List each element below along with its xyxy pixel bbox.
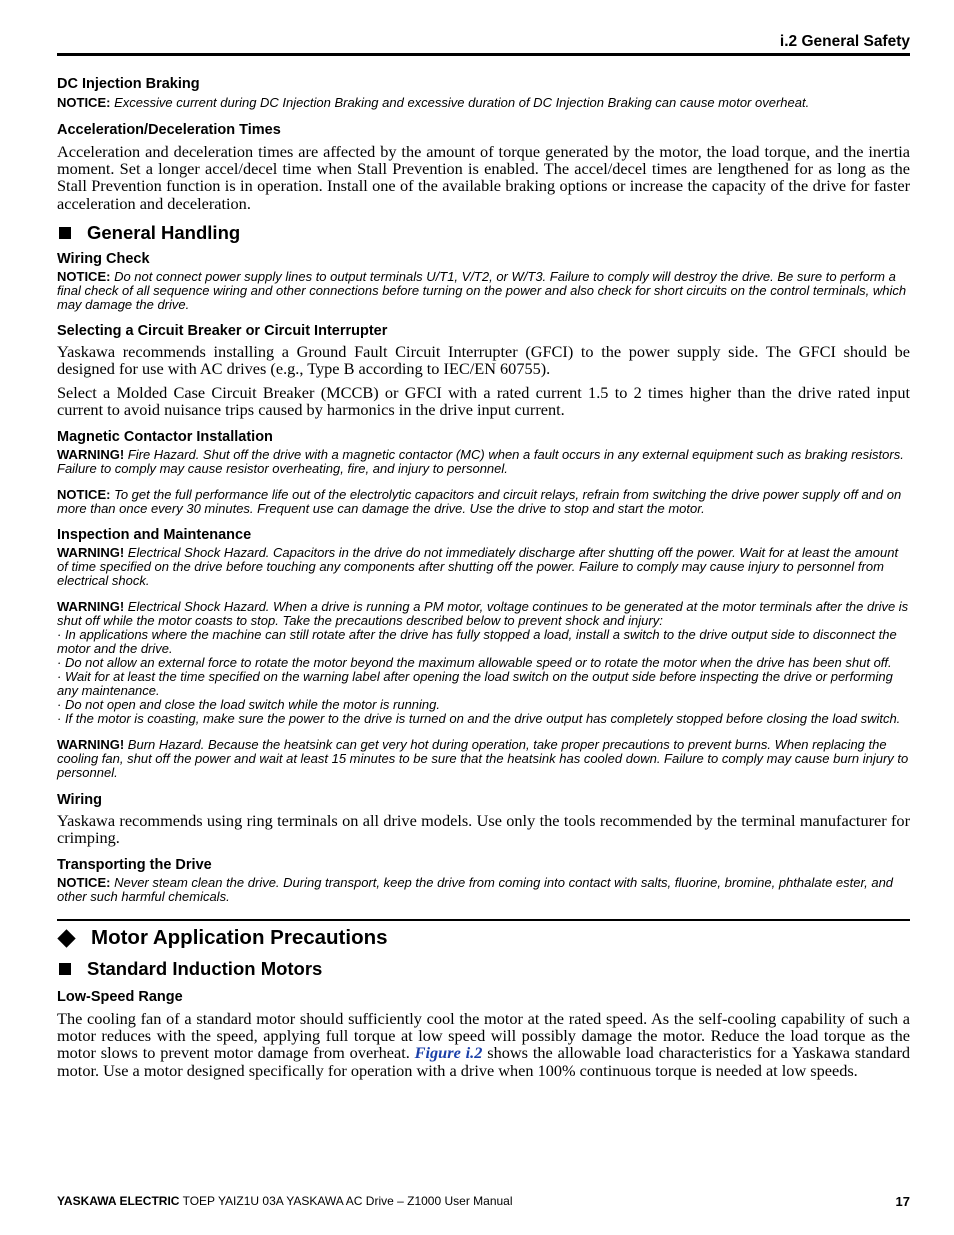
inspection-title: Inspection and Maintenance — [57, 526, 252, 543]
accel-decel-body: Acceleration and deceleration times are affected by the amount of torque generated by the motor, the load torque, and the inertia moment. Set a longer accel/decel time when Stall Prevention is enabled. The accel/decel times are lengthened for as long as the Stall Prevention function is in operation. Install one of the available braking options or increase the capacity of the drive for faster acceleration and deceleration. — [57, 142, 910, 213]
pm-bullet: · Do not allow an external force to rotate the motor beyond the maximum allowable speed or to rotate the motor when the drive has been shut off. — [57, 654, 892, 670]
page-footer — [57, 1194, 910, 1209]
diamond-bullet-icon — [57, 929, 75, 947]
inspection-warning-1 — [57, 546, 910, 588]
notice-text: Never steam clean the drive. During transport, keep the drive from coming into contact with salts, fluorine, bromine, phthalate ester, and other such harmful chemicals. — [57, 875, 894, 905]
page-content — [57, 76, 910, 1079]
notice-text: To get the full performance life out of the electrolytic capacitors and circuit relays, refrain from switching the drive power supply off and on more than once every 30 minutes. Frequent use can damage the drive. Use the drive to stop and start the motor. — [57, 486, 902, 516]
breaker-p2: Select a Molded Case Circuit Breaker (MCCB) or GFCI with a rated current 1.5 to 2 times higher than the drive rated input current to avoid nuisance trips caused by harmonics in the drive input current. — [57, 383, 910, 420]
general-handling-title: General Handling — [87, 221, 241, 243]
warning-label: WARNING! — [57, 598, 125, 614]
section-rule — [57, 919, 910, 921]
inspection-warning-2 — [57, 600, 910, 628]
footer-doc: YASKAWA ELECTRIC TOEP YAIZ1U 03A YASKAWA AC Drive – Z1000 User Manual — [57, 1194, 513, 1208]
warning-label: WARNING! — [57, 446, 125, 462]
contactor-warning — [57, 448, 910, 476]
wiring-check-title: Wiring Check — [57, 250, 150, 267]
notice-text: Excessive current during DC Injection Braking and excessive duration of DC Injection Braking can cause motor overheat. — [114, 95, 810, 110]
contactor-notice — [57, 488, 910, 516]
inspection-warning-3 — [57, 738, 910, 780]
dc-injection-title: DC Injection Braking — [57, 76, 200, 92]
warning-text: Burn Hazard. Because the heatsink can get very hot during operation, take proper precautions to prevent burns. When replacing the cooling fan, shut off the power and wait at least 15 minutes to be sure that the heatsink has cooled down. Failure to comply may cause burn injury to personnel. — [57, 736, 909, 780]
pm-bullet: · If the motor is coasting, make sure the power to the drive is turned on and the drive output has completely stopped before closing the load switch. — [57, 710, 901, 726]
transport-title: Transporting the Drive — [57, 857, 212, 874]
general-handling-heading — [57, 222, 910, 244]
wiring-check-notice — [57, 270, 910, 312]
square-bullet-icon — [59, 227, 71, 239]
square-bullet-icon — [59, 963, 71, 975]
notice-label: NOTICE: — [57, 875, 111, 891]
warning-text: Electrical Shock Hazard. Capacitors in the drive do not immediately discharge after shutting off the power. Wait for at least the amount of time specified on the drive before touching any components after shutting off the power. Failure to comply may cause injury to personnel from electrical shock. — [57, 544, 899, 588]
low-speed-title: Low-Speed Range — [57, 989, 183, 1006]
pm-bullet: · Wait for at least the time specified on the warning label after opening the load switch on the output side before inspecting the drive or performing any maintenance. — [57, 668, 893, 698]
warning-label: WARNING! — [57, 736, 125, 752]
warning-text: Electrical Shock Hazard. When a drive is running a PM motor, voltage continues to be generated at the motor terminals after the drive is shut off while the motor coasts to stop. Take the precautions described below to prevent shock and injury: — [57, 598, 909, 628]
warning-label: WARNING! — [57, 544, 125, 560]
notice-text: Do not connect power supply lines to output terminals U/T1, V/T2, or W/T3. Failure to comply will destroy the drive. Be sure to perform a final check of all sequence wiring and other connections before turning on the power and also check for short circuits on the control terminals, which may damage the drive. — [57, 268, 907, 312]
running-header: i.2 General Safety — [779, 33, 910, 50]
accel-decel-title: Acceleration/Deceleration Times — [57, 122, 281, 138]
notice-label: NOTICE: — [57, 95, 111, 110]
wiring-body: Yaskawa recommends using ring terminals on all drive models. Use only the tools recommended by the terminal manufacturer for crimping. — [57, 810, 910, 847]
warning-text: Fire Hazard. Shut off the drive with a magnetic contactor (MC) when a fault occurs in any external equipment such as braking resistors. Failure to comply may cause resistor overheating, fire, and injury to personnel. — [57, 446, 904, 476]
low-speed-body: The cooling fan of a standard motor should sufficiently cool the motor at the rated speed. As the self-cooling capability of such a motor reduces with the speed, applying full torque at low speed will possibly damage the motor. Reduce the load torque as the motor slows to prevent motor damage from overheat. Figure i.2 shows the allowable load characteristics for a Yaskawa standard motor. Use a motor designed specifically for operation with a drive when 100% continuous torque is needed at low speeds. — [57, 1009, 911, 1080]
transport-notice — [57, 876, 910, 904]
motor-app-title: Motor Application Precautions — [91, 926, 388, 950]
breaker-p1: Yaskawa recommends installing a Ground Fault Circuit Interrupter (GFCI) to the power supply side. The GFCI should be designed for use with AC drives (e.g., Type B according to IEC/EN 60755). — [57, 341, 910, 379]
figure-link[interactable]: Figure i.2 — [414, 1043, 483, 1063]
pm-bullet: · Do not open and close the load switch while the motor is running. — [57, 696, 440, 712]
header-rule — [57, 53, 910, 56]
wiring-title: Wiring — [57, 791, 102, 808]
pm-bullet: · In applications where the machine can still rotate after the drive has fully stopped a load, install a switch to the drive output side to disconnect the motor and the drive. — [57, 626, 897, 656]
motor-app-heading — [57, 926, 910, 950]
contactor-title: Magnetic Contactor Installation — [57, 428, 273, 445]
std-motors-heading — [57, 958, 910, 980]
breaker-title: Selecting a Circuit Breaker or Circuit Interrupter — [57, 322, 388, 339]
notice-label: NOTICE: — [57, 486, 111, 502]
std-motors-title: Standard Induction Motors — [87, 958, 323, 980]
page-number: 17 — [895, 1194, 910, 1209]
notice-label: NOTICE: — [57, 268, 111, 284]
dc-injection-notice — [57, 96, 910, 110]
